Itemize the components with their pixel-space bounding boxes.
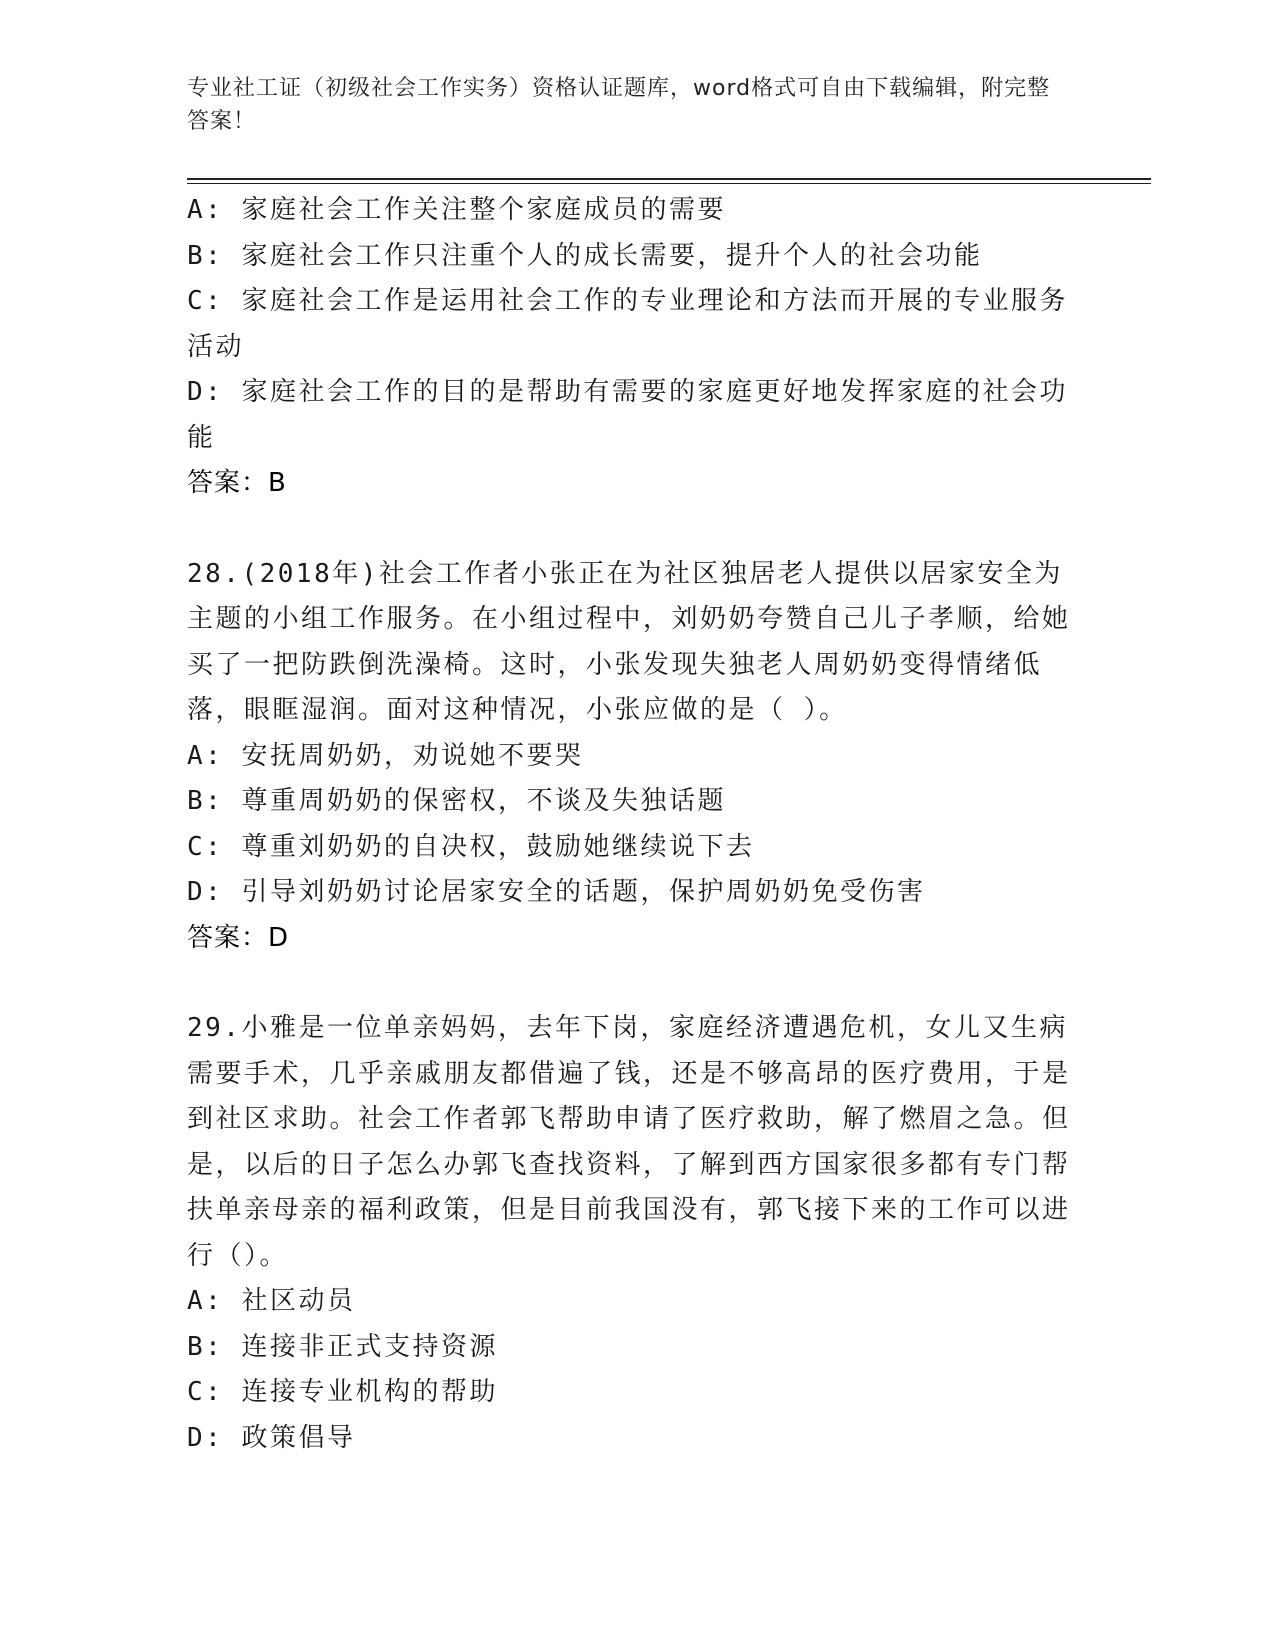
answer: 答案：D: [187, 922, 290, 953]
question-27: [187, 188, 1087, 507]
option-c: C: 尊重刘奶奶的自决权，鼓励她继续说下去: [187, 831, 755, 862]
header-divider-thick: [187, 178, 1151, 180]
option-d: D: 政策倡导: [187, 1422, 356, 1453]
option-d: D: 家庭社会工作的目的是帮助有需要的家庭更好地发挥家庭的社会功能: [187, 377, 1068, 453]
spacer: [187, 507, 1087, 552]
answer: 答案：B: [187, 468, 287, 498]
option-a: A: 安抚周奶奶，劝说她不要哭: [187, 740, 584, 771]
option-b: B: 家庭社会工作只注重个人的成长需要，提升个人的社会功能: [187, 240, 983, 271]
option-d: D: 引导刘奶奶讨论居家安全的话题，保护周奶奶免受伤害: [187, 877, 926, 907]
question-29: [187, 1006, 1087, 1461]
spacer: [187, 961, 1087, 1006]
option-c: C: 家庭社会工作是运用社会工作的专业理论和方法而开展的专业服务活动: [187, 286, 1068, 362]
document-body: [187, 188, 1087, 1461]
option-c: C: 连接专业机构的帮助: [187, 1377, 498, 1407]
header-divider-thin: [187, 183, 1151, 184]
question-stem: 28.(2018年)社会工作者小张正在为社区独居老人提供以居家安全为主题的小组工作服务。在小组过程中，刘奶奶夸赞自己儿子孝顺，给她买了一把防跌倒洗澡椅。这时，小张发现失独老人周奶奶变得情绪低落，眼眶湿润。面对这种情况，小张应做的是（ ）。: [187, 558, 1071, 725]
question-28: [187, 552, 1087, 962]
option-b: B: 尊重周奶奶的保密权，不谈及失独话题: [187, 786, 726, 816]
option-a: A: 家庭社会工作关注整个家庭成员的需要: [187, 195, 726, 225]
option-a: A: 社区动员: [187, 1286, 356, 1316]
option-b: B: 连接非正式支持资源: [187, 1331, 498, 1362]
page-header: 专业社工证（初级社会工作实务）资格认证题库，word格式可自由下载编辑，附完整答案！: [187, 76, 1051, 134]
question-stem: 29.小雅是一位单亲妈妈，去年下岗，家庭经济遭遇危机，女儿又生病需要手术，几乎亲戚朋友都借遍了钱，还是不够高昂的医疗费用，于是到社区求助。社会工作者郭飞帮助申请了医疗救助，解了燃眉之急。但是，以后的日子怎么办郭飞查找资料，了解到西方国家很多都有专门帮扶单亲母亲的福利政策，但是目前我国没有，郭飞接下来的工作可以进行（）。: [187, 1013, 1071, 1271]
